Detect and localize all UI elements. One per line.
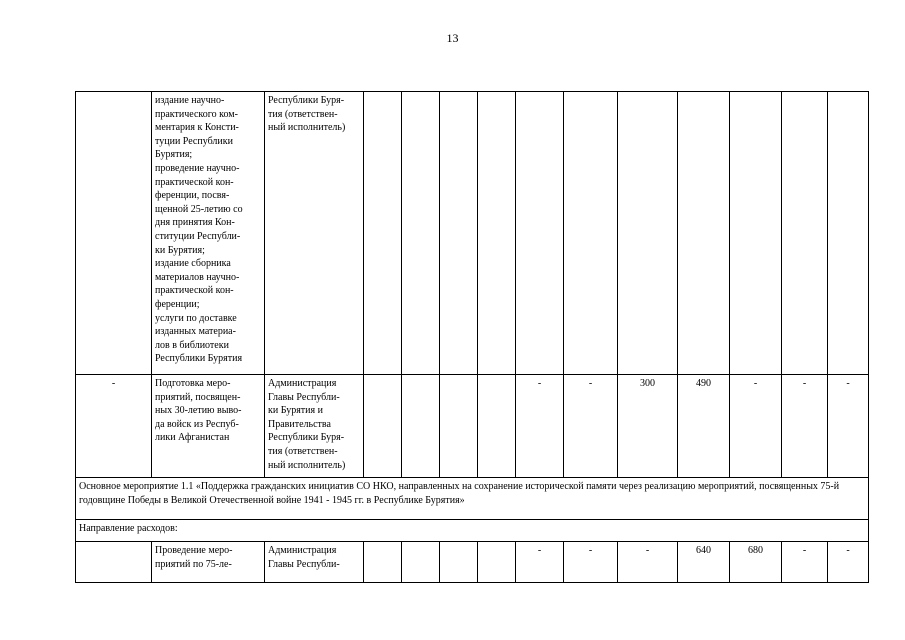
cell-number (76, 92, 152, 375)
cell-value: 680 (730, 542, 782, 583)
cell-value: 300 (618, 375, 678, 478)
cell-value (516, 92, 564, 375)
cell-value (678, 92, 730, 375)
cell-value: - (782, 542, 828, 583)
table-row (76, 92, 869, 375)
cell-value: 640 (678, 542, 730, 583)
cell-value (730, 92, 782, 375)
cell-value: - (730, 375, 782, 478)
cell-value: - (516, 542, 564, 583)
cell-value (364, 542, 402, 583)
cell-value (402, 375, 440, 478)
cell-description: Подготовка меро- приятий, посвящен- ных 30-летию выво- да войск из Респуб- лики Афганистан (152, 375, 265, 478)
cell-executor: Администрация Главы Республи- ки Бурятия и Правительства Республики Буря- тия (ответствен- ный исполнитель) (265, 375, 364, 478)
cell-description: Проведение меро- приятий по 75-ле- (152, 542, 265, 583)
cell-value (440, 375, 478, 478)
cell-value (782, 92, 828, 375)
cell-description: издание научно- практического ком- ментария к Консти- туции Республики Бурятия; проведение научно- практической кон- ференции, посвя- щенной 25-летию со дня принятия Кон- ституции Республи- ки Бурятия; издание сборника материалов научно- практической кон- ференции; услуги по доставке изданных материа- лов в библиотеки Республики Бурятия (152, 92, 265, 375)
cell-value: - (782, 375, 828, 478)
program-table (75, 91, 869, 583)
cell-value: - (564, 542, 618, 583)
cell-value (618, 92, 678, 375)
cell-value: - (828, 375, 869, 478)
table-row (76, 478, 869, 520)
cell-value (364, 375, 402, 478)
cell-value (402, 92, 440, 375)
cell-value: - (516, 375, 564, 478)
cell-value: 490 (678, 375, 730, 478)
cell-expense-direction: Направление расходов: (76, 520, 869, 542)
cell-main-activity: Основное мероприятие 1.1 «Поддержка гражданских инициатив СО НКО, направленных на сохранение исторической памяти через реализацию мероприятий, посвященных 75-й годовщине Победы в Великой Отечественной войне 1941 - 1945 гг. в Республике Бурятия» (76, 478, 869, 520)
cell-value (440, 92, 478, 375)
cell-value (402, 542, 440, 583)
page-number: 13 (446, 31, 459, 45)
cell-value (828, 92, 869, 375)
table-row (76, 375, 869, 478)
cell-value: - (828, 542, 869, 583)
cell-value (364, 92, 402, 375)
cell-value: - (564, 375, 618, 478)
cell-value (478, 92, 516, 375)
cell-value (440, 542, 478, 583)
table-row (76, 520, 869, 542)
cell-number (76, 542, 152, 583)
cell-executor: Администрация Главы Республи- (265, 542, 364, 583)
cell-value: - (618, 542, 678, 583)
cell-executor: Республики Буря- тия (ответствен- ный исполнитель) (265, 92, 364, 375)
cell-value (478, 542, 516, 583)
cell-value (478, 375, 516, 478)
cell-number: - (76, 375, 152, 478)
table-row (76, 542, 869, 583)
cell-value (564, 92, 618, 375)
